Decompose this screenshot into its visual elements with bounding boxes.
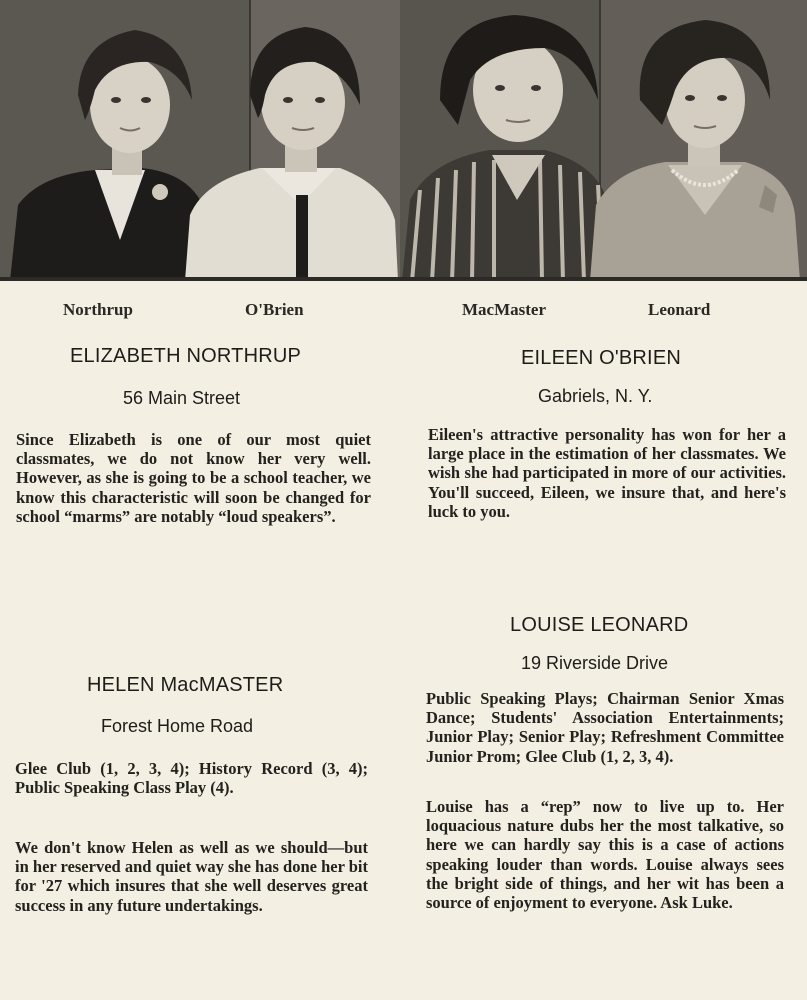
writeup-macmaster: We don't know Helen as well as we should—but in her reserved and quiet way she has done her bit for '27 which insures that she well deserves great success in any future undertakings. xyxy=(15,838,368,915)
address-northrup: 56 Main Street xyxy=(123,388,241,408)
writeup-northrup: Since Elizabeth is one of our most quiet classmates, we do not know her very well. However, as she is going to be a school teacher, we know this characteristic will soon be changed for school “marms” are notably “loud speakers”. xyxy=(16,430,371,526)
writeup-leonard: Louise has a “rep” now to live up to. Her loquacious nature dubs her the most talkative, so here we can hardly say this is a case of actions speaking louder than words. Louise always sees the bright side of things, and her wit has been a source of enjoyment to everyone. Ask Luke. xyxy=(426,797,784,913)
name-macmaster: HELEN MacMASTER xyxy=(87,674,284,696)
name-northrup: ELIZABETH NORTHRUP xyxy=(70,345,302,367)
caption-northrup: Northrup xyxy=(63,300,133,319)
address-leonard: 19 Riverside Drive xyxy=(521,653,669,673)
caption-obrien: O'Brien xyxy=(245,300,304,319)
name-obrien: EILEEN O'BRIEN xyxy=(521,347,681,369)
name-leonard: LOUISE LEONARD xyxy=(510,614,689,636)
activities-leonard: Public Speaking Plays; Chairman Senior Xmas Dance; Students' Association Entertainments; Junior Play; Senior Play; Refreshment Committee Junior Prom; Glee Club (1, 2, 3, 4). xyxy=(426,689,784,766)
caption-macmaster: MacMaster xyxy=(462,300,547,319)
address-macmaster: Forest Home Road xyxy=(101,716,254,736)
writeup-obrien: Eileen's attractive personality has won for her a large place in the estimation of her classmates. We wish she had participated in more of our activities. You'll succeed, Eileen, we insure that, and here's luck to you. xyxy=(428,425,786,521)
caption-leonard: Leonard xyxy=(648,300,711,319)
address-obrien: Gabriels, N. Y. xyxy=(538,386,653,406)
class-photo xyxy=(0,0,807,281)
portrait-illustration xyxy=(0,0,807,281)
activities-macmaster: Glee Club (1, 2, 3, 4); History Record (3, 4); Public Speaking Class Play (4). xyxy=(15,759,368,798)
